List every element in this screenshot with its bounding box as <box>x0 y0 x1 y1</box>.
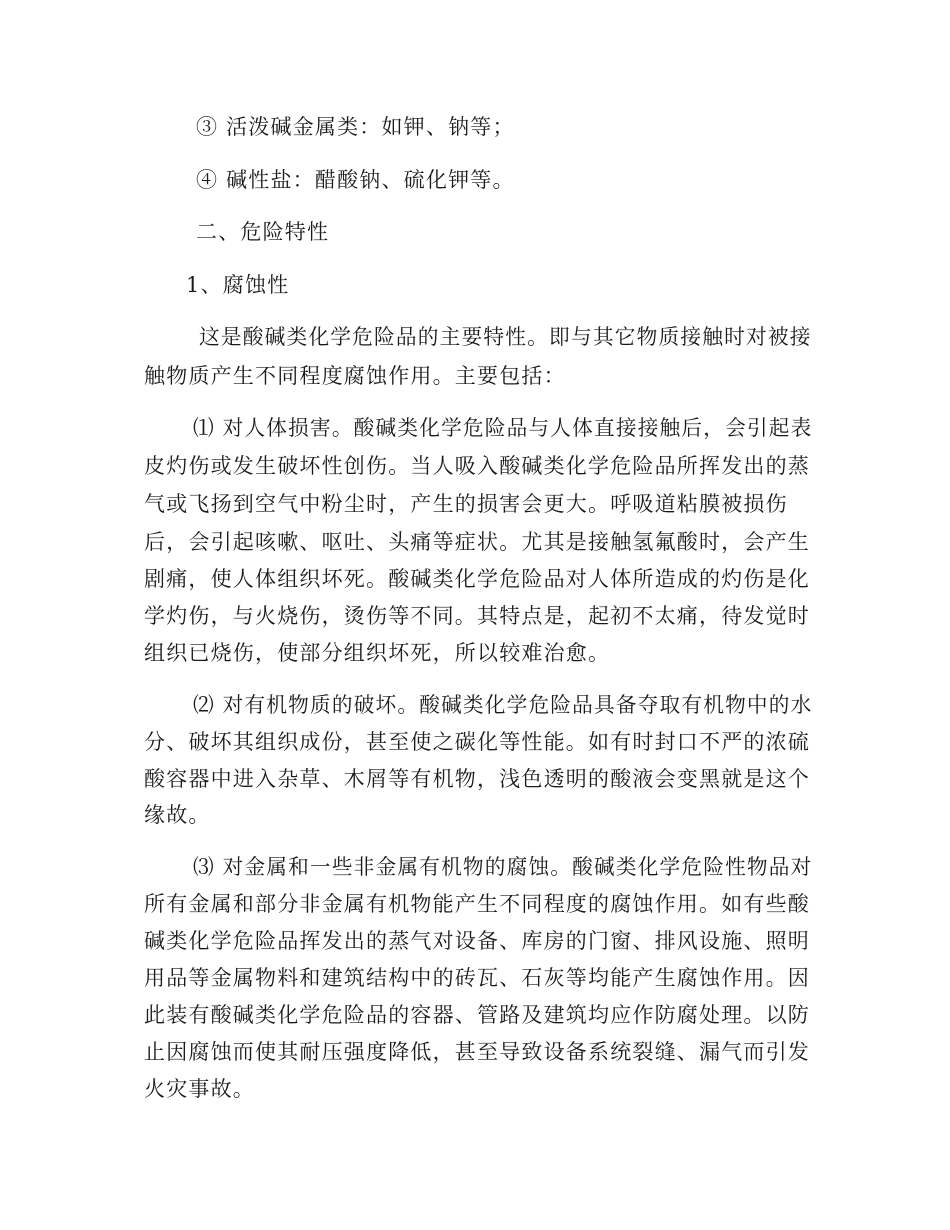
paragraph-line: 酸容器中进入杂草、木屑等有机物，浅色透明的酸液会变黑就是这个 <box>144 767 810 791</box>
paragraph-line: 气或飞扬到空气中粉尘时，产生的损害会更大。呼吸道粘膜被损伤 <box>144 492 788 516</box>
subsection-heading: 1、腐蚀性 <box>186 273 290 297</box>
paragraph-line: 用品等金属物料和建筑结构中的砖瓦、石灰等均能产生腐蚀作用。因 <box>144 966 810 990</box>
paragraph-line: 所有金属和部分非金属有机物能产生不同程度的腐蚀作用。如有些酸 <box>144 892 810 916</box>
list-item: ③ 活泼碱金属类：如钾、钠等； <box>196 115 515 139</box>
paragraph-line: 此装有酸碱类化学危险品的容器、管路及建筑均应作防腐处理。以防 <box>144 1003 810 1027</box>
paragraph-line: 分、破坏其组织成份，甚至使之碳化等性能。如有时封口不严的浓硫 <box>144 730 810 754</box>
paragraph-line: 组织已烧伤，使部分组织坏死，所以较难治愈。 <box>144 641 611 665</box>
section-heading: 二、危险特性 <box>196 220 330 244</box>
paragraph-line: 碱类化学危险品挥发出的蒸气对设备、库房的门窗、排风设施、照明 <box>144 929 810 953</box>
paragraph-line: 止因腐蚀而使其耐压强度降低，甚至导致设备系统裂缝、漏气而引发 <box>144 1040 810 1064</box>
paragraph-line: 剧痛，使人体组织坏死。酸碱类化学危险品对人体所造成的灼伤是化 <box>144 567 810 591</box>
list-item: ④ 碱性盐：醋酸钠、硫化钾等。 <box>196 168 515 192</box>
paragraph-line: 触物质产生不同程度腐蚀作用。主要包括： <box>144 364 566 388</box>
paragraph-line: 皮灼伤或发生破坏性创伤。当人吸入酸碱类化学危险品所挥发出的蒸 <box>144 454 810 478</box>
paragraph-line: ⑴ 对人体损害。酸碱类化学危险品与人体直接接触后，会引起表 <box>193 416 813 440</box>
paragraph-line: 火灾事故。 <box>144 1077 255 1101</box>
paragraph-line: 后，会引起咳嗽、呕吐、头痛等症状。尤其是接触氢氟酸时，会产生 <box>144 530 810 554</box>
paragraph-line: ⑶ 对金属和一些非金属有机物的腐蚀。酸碱类化学危险性物品对 <box>193 855 813 879</box>
paragraph-line: 缘故。 <box>144 803 211 827</box>
paragraph-line: 学灼伤，与火烧伤，烫伤等不同。其特点是，起初不太痛，待发觉时 <box>144 604 810 628</box>
paragraph-line: 这是酸碱类化学危险品的主要特性。即与其它物质接触时对被接 <box>199 325 812 349</box>
paragraph-line: ⑵ 对有机物质的破坏。酸碱类化学危险品具备夺取有机物中的水 <box>193 693 813 717</box>
